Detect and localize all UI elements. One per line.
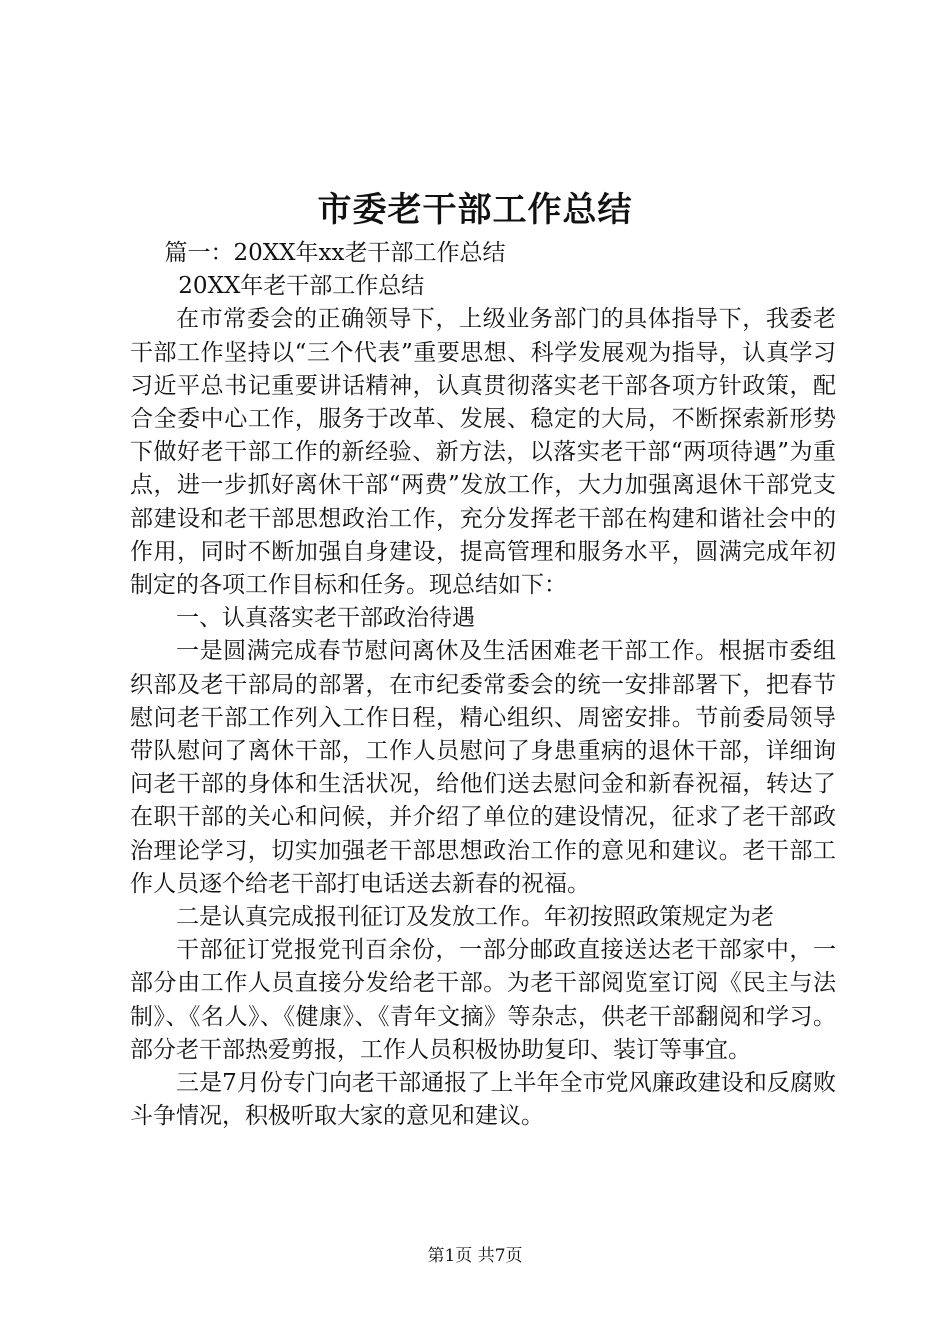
document-title: 市委老干部工作总结 <box>317 190 633 230</box>
paragraph-item-two-cont: 干部征订党报党刊百余份，一部分邮政直接送达老干部家中，一部分由工作人员直接分发给老干部。为老干部阅览室订阅《民主与法制》、《名人》、《健康》、《青年文摘》等杂志，供老干部翻阅和学习。部分老干部热爱剪报，工作人员积极协助复印、装订等事宜。 <box>130 937 836 1063</box>
page-footer: 第1页 共7页 <box>427 1246 523 1266</box>
section-heading: 一、认真落实老干部政治待遇 <box>176 605 475 632</box>
paragraph-item-two: 二是认真完成报刊征订及发放工作。年初按照政策规定为老 <box>176 904 774 931</box>
paragraph-intro: 在市常委会的正确领导下，上级业务部门的具体指导下，我委老干部工作坚持以“三个代表”重要思想、科学发展观为指导，认真学习习近平总书记重要讲话精神，认真贯彻落实老干部各项方针政策，配合全委中心工作，服务于改革、发展、稳定的大局，不断探索新形势下做好老干部工作的新经验、新方法，以落实老干部“两项待遇”为重点，进一步抓好离休干部“两费”发放工作，大力加强离退休干部党支部建设和老干部思想政治工作，充分发挥老干部在构建和谐社会中的作用，同时不断加强自身建设，提高管理和服务水平，圆满完成年初制定的各项工作目标和任务。现总结如下： <box>130 306 836 599</box>
subtitle-part-one: 篇一：20XX年xx老干部工作总结 <box>164 240 506 266</box>
document-body <box>130 237 836 1133</box>
paragraph-item-one: 一是圆满完成春节慰问离休及生活困难老干部工作。根据市委组织部及老干部局的部署，在市纪委常委会的统一安排部署下，把春节慰问老干部工作列入工作日程，精心组织、周密安排。节前委局领导带队慰问了离休干部，工作人员慰问了身患重病的退休干部，详细询问老干部的身体和生活状况，给他们送去慰问金和新春祝福，转达了在职干部的关心和问候，并介绍了单位的建设情况，征求了老干部政治理论学习，切实加强老干部思想政治工作的意见和建议。老干部工作人员逐个给老干部打电话送去新春的祝福。 <box>130 638 836 897</box>
paragraph-item-three: 三是7月份专门向老干部通报了上半年全市党风廉政建设和反腐败斗争情况，积极听取大家的意见和建议。 <box>130 1070 836 1130</box>
subtitle-summary: 20XX年老干部工作总结 <box>178 273 425 300</box>
